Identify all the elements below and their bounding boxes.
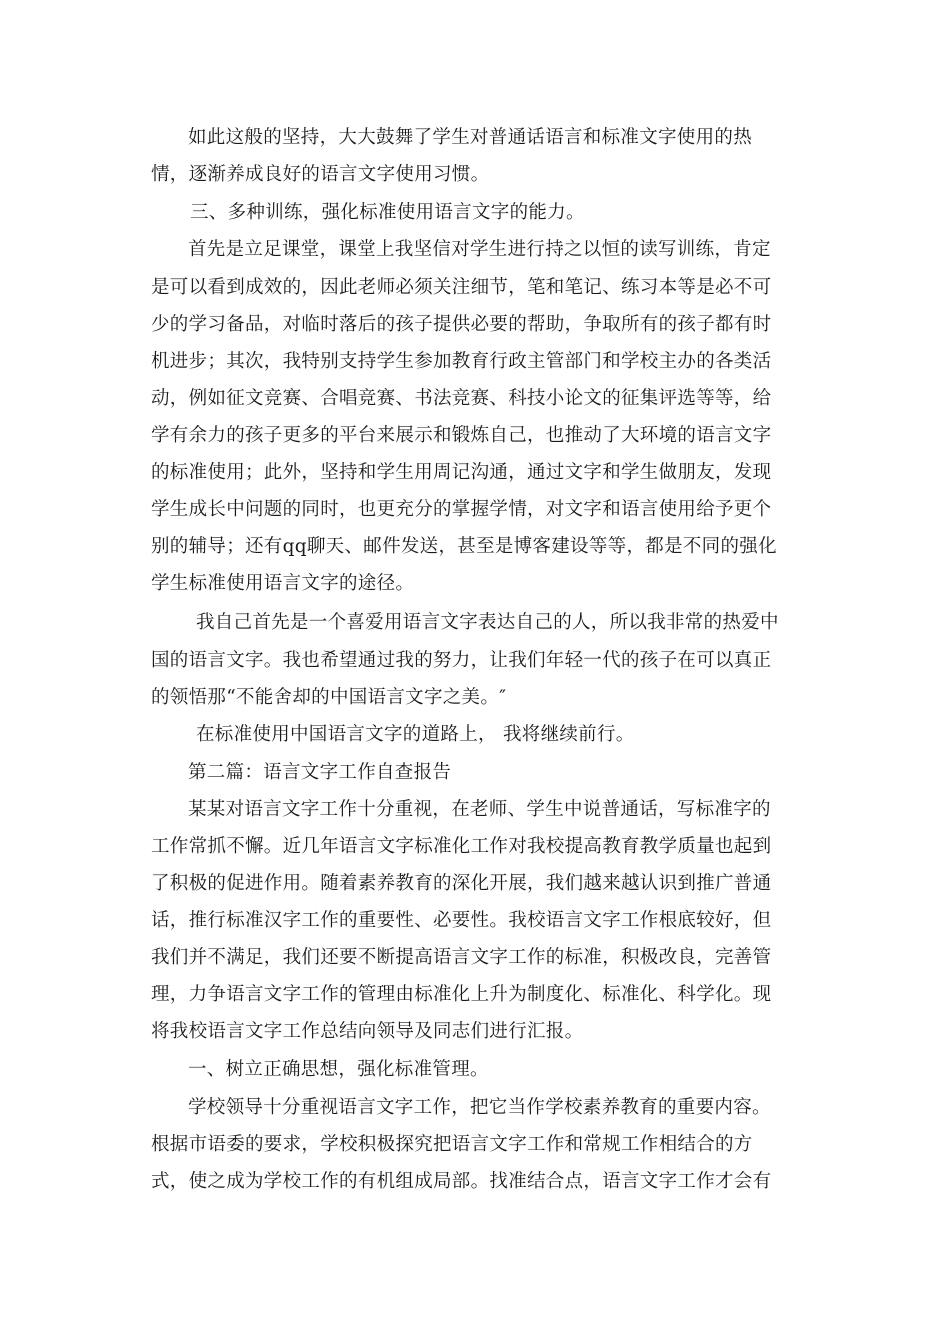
text-line: 话，推行标准汉字工作的重要性、必要性。我校语言文字工作根底较好，但	[151, 910, 772, 931]
text-line: 国的语言文字。我也希望通过我的努力，让我们年轻一代的孩子在可以真正	[151, 650, 772, 671]
section-heading: 一、树立正确思想，强化标准管理。	[188, 1059, 489, 1080]
text-line: 理，力争语言文字工作的管理由标准化上升为制度化、标准化、科学化。现	[151, 984, 772, 1005]
text-line: 机进步；其次，我特别支持学生参加教育行政主管部门和学校主办的各类活	[151, 351, 772, 372]
text-line: 工作常抓不懈。近几年语言文字标准化工作对我校提高教育教学质量也起到	[151, 836, 772, 857]
section-heading: 三、多种训练，强化标准使用语言文字的能力。	[190, 202, 585, 223]
text-line: 的领悟那“不能舍却的中国语言文字之美。″	[151, 687, 507, 708]
text-line: 将我校语言文字工作总结向领导及同志们进行汇报。	[151, 1021, 584, 1042]
text-line: 学校领导十分重视语言文字工作，把它当作学校素养教育的重要内容。	[188, 1097, 771, 1118]
text-line: 我们并不满足，我们还要不断提高语言文字工作的标准，积极改良，完善管	[151, 947, 772, 968]
text-line: 动，例如征文竞赛、合唱竞赛、书法竞赛、科技小论文的征集评选等等，给	[151, 388, 772, 409]
text-line: 学生标准使用语言文字的途径。	[151, 573, 415, 594]
text-line: 根据市语委的要求，学校积极探究把语言文字工作和常规工作相结合的方	[151, 1134, 753, 1155]
text-line: 式，使之成为学校工作的有机组成局部。找准结合点，语言文字工作才会有	[151, 1171, 772, 1192]
text-line: 少的学习备品，对临时落后的孩子提供必要的帮助，争取所有的孩子都有时	[151, 314, 772, 335]
article-title: 第二篇：语言文字工作自查报告	[188, 762, 452, 783]
text-line: 别的辅导；还有qq聊天、邮件发送，甚至是博客建设等等，都是不同的强化	[151, 536, 777, 557]
text-line: 如此这般的坚持，大大鼓舞了学生对普通话语言和标准文字使用的热	[188, 127, 753, 148]
text-line: 的标准使用；此外，坚持和学生用周记沟通，通过文字和学生做朋友，发现	[151, 462, 772, 483]
text-line: 首先是立足课堂，课堂上我坚信对学生进行持之以恒的读写训练，肯定	[188, 239, 771, 260]
text-line: 了积极的促进作用。随着素养教育的深化开展，我们越来越认识到推广普通	[151, 873, 772, 894]
text-line: 我自己首先是一个喜爱用语言文字表达自己的人，所以我非常的热爱中	[196, 612, 779, 633]
text-line: 在标准使用中国语言文字的道路上， 我将继续前行。	[196, 724, 635, 745]
text-line: 学生成长中问题的同时，也更充分的掌握学情，对文字和语言使用给予更个	[151, 499, 772, 520]
text-line: 某某对语言文字工作十分重视，在老师、学生中说普通话，写标准字的	[188, 799, 771, 820]
text-line: 是可以看到成效的，因此老师必须关注细节，笔和笔记、练习本等是必不可	[151, 277, 772, 298]
text-line: 学有余力的孩子更多的平台来展示和锻炼自己，也推动了大环境的语言文字	[151, 425, 772, 446]
text-line: 情，逐渐养成良好的语言文字使用习惯。	[151, 164, 490, 185]
